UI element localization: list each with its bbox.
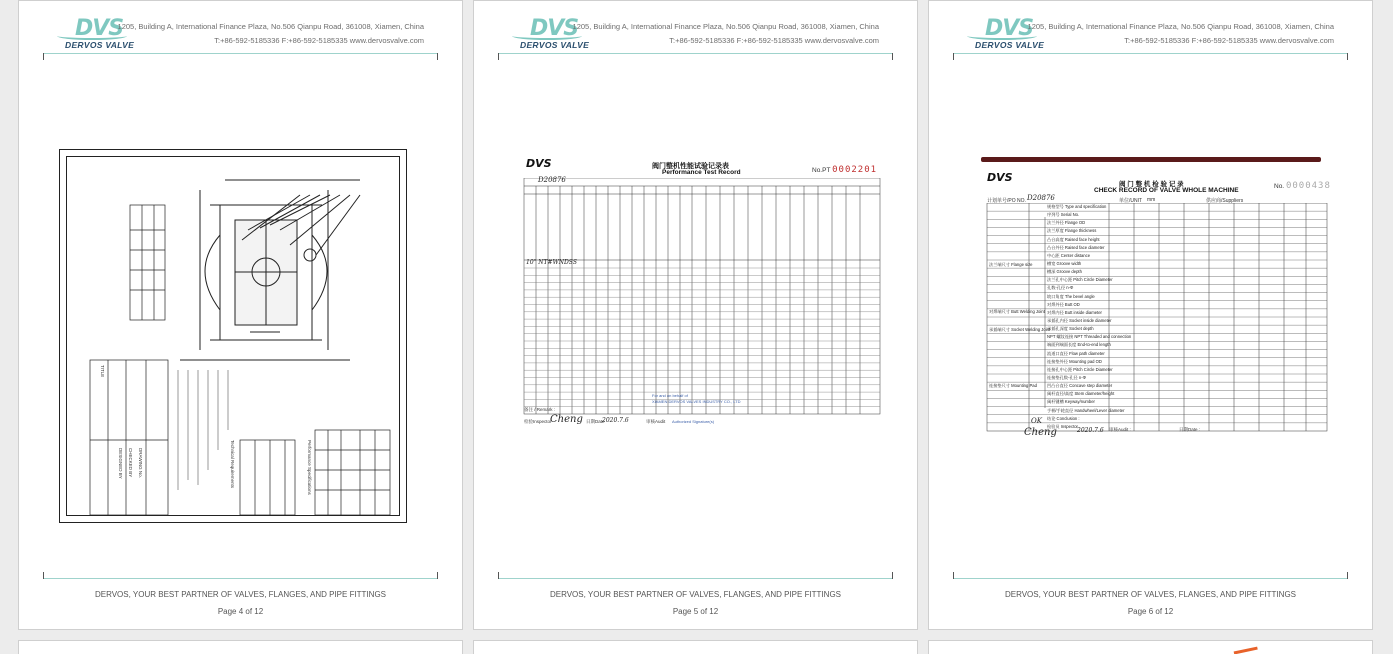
pdf-page-5: [473, 0, 918, 630]
company-address: 1205, Building A, International Finance Plaza, No.506 Qianpu Road, 361008, Xiamen, China: [117, 22, 424, 31]
inspector-label: 检验Inspector: [524, 419, 552, 424]
orange-mark: [1234, 647, 1259, 654]
logo-text: DERVOS VALVE: [65, 40, 135, 50]
pdf-page-9-preview: [928, 640, 1373, 654]
check-row-label: 对焊内径 Butt inside diameter: [1047, 309, 1102, 315]
side-butt-label: 对焊端尺寸 Butt Welding Joint: [989, 309, 1045, 314]
logo-mark: DVS: [530, 16, 579, 41]
logo-mark: DVS: [985, 16, 1034, 41]
footer-slogan: DERVOS, YOUR BEST PARTNER OF VALVES, FLANGES, AND PIPE FITTINGS: [1004, 590, 1297, 599]
check-grid: [969, 203, 1334, 443]
record-number-value: 0002201: [832, 165, 878, 175]
record-number-label: No.PT: [812, 167, 831, 174]
check-row-label: 流道口直径 Flow path diameter: [1047, 350, 1105, 356]
check-row-label: 承插孔内径 Socket inside diameter: [1047, 318, 1112, 323]
footer-rule: [498, 578, 893, 579]
check-row-label: 法兰厚度 Flange thickness: [1047, 228, 1097, 234]
side-pad-label: 连接垫尺寸 Mounting Pad: [989, 383, 1037, 388]
inspection-date: 2020.7.6: [1077, 427, 1104, 434]
checked-label: CHECKED BY: [128, 448, 133, 478]
record-title-cn: 阀门整机性能试验记录表: [652, 163, 729, 170]
audit-label: 审核Audit :: [1109, 427, 1131, 432]
check-row-label: 承插孔深度 Socket depth: [1047, 326, 1094, 332]
company-address: 1205, Building A, International Finance Plaza, No.506 Qianpu Road, 361008, Xiamen, China: [1027, 22, 1334, 31]
stamp-line-2: XIAMEN DERVOS VALVES INDUSTRY CO., LTD: [652, 399, 741, 404]
record-grid: [522, 178, 882, 428]
check-row-label: 阀杆直径/高度 Stem diameter/height: [1047, 391, 1115, 397]
check-row-label: 凸台高度 Raised face height: [1047, 236, 1100, 242]
valve-drawing: [59, 149, 407, 523]
handwritten-size: 10" NT#WNDSS: [526, 259, 577, 266]
company-contact: T:+86-592-5185336 F:+86-592-5185335 www.dervosvalve.com: [1124, 36, 1334, 45]
check-row-label: 阀杆键槽 Keyway/number: [1047, 399, 1095, 405]
check-title-en: CHECK RECORD OF VALVE WHOLE MACHINE: [1094, 187, 1239, 194]
date2-label: 日期Date :: [1179, 427, 1201, 432]
check-row-label: 凸台外径 Raised face diameter: [1047, 244, 1105, 250]
footer-slogan: DERVOS, YOUR BEST PARTNER OF VALVES, FLANGES, AND PIPE FITTINGS: [94, 590, 387, 599]
audit-label: 审核Audit: [646, 419, 666, 424]
check-number-value: 0000438: [1285, 181, 1331, 191]
check-row-label: 中心距 Center distance: [1047, 252, 1091, 258]
check-row-label: 槽宽 Groove width: [1047, 261, 1082, 266]
check-row-label: 手柄/手轮直径 Handwheel/Lever diameter: [1047, 407, 1125, 413]
check-row-label: 规格型号 Type and specification: [1047, 204, 1107, 209]
header-rule: [498, 53, 893, 54]
stamp-line-1: For and on behalf of: [652, 393, 688, 398]
logo-mark: DVS: [75, 16, 124, 41]
record-logo: DVS: [987, 171, 1013, 184]
page-number: Page 6 of 12: [1127, 607, 1174, 616]
company-contact: T:+86-592-5185336 F:+86-592-5185335 www.dervosvalve.com: [669, 36, 879, 45]
logo-text: DERVOS VALVE: [975, 40, 1045, 50]
check-row-label: 坡口角度 The bevel angle: [1047, 293, 1095, 299]
remark-label: 备注 / Remark :: [524, 407, 556, 412]
inspector-signature: Cheng: [1024, 427, 1057, 438]
footer-rule: [43, 578, 438, 579]
company-address: 1205, Building A, International Finance Plaza, No.506 Qianpu Road, 361008, Xiamen, China: [572, 22, 879, 31]
check-row-label: 法兰外径 Flange OD: [1047, 220, 1086, 226]
record-title-en: Performance Test Record: [662, 169, 741, 176]
pdf-page-8-preview: [473, 640, 918, 654]
inspector-signature: Cheng: [550, 414, 583, 425]
check-row-label: 孔数-孔径 n-Φ: [1047, 285, 1074, 291]
unit-label: 单位/UNIT: [1119, 198, 1143, 204]
conclusion-value: OK: [1031, 417, 1042, 425]
logo-swoosh-icon: [57, 32, 127, 40]
pdf-page-6: [928, 0, 1373, 630]
stamp-line-3: Authorized Signature(s): [672, 419, 715, 424]
scan-edge: [981, 157, 1321, 162]
perf-spec-title: Performance Specifications: [307, 440, 312, 495]
check-row-label: NPT 螺纹连接 NPT Threaded and connection: [1047, 334, 1132, 340]
side-flange-label: 法兰端尺寸 Flange size: [989, 262, 1033, 267]
pdf-page-7-preview: [18, 640, 463, 654]
logo-text: DERVOS VALVE: [520, 40, 590, 50]
drawing-no-label: DRAWING No.: [138, 448, 143, 478]
supplier-label: 供应商/Suppliers: [1206, 198, 1244, 204]
check-row-label: 槽深 Groove depth: [1047, 269, 1082, 275]
company-contact: T:+86-592-5185336 F:+86-592-5185335 www.dervosvalve.com: [214, 36, 424, 45]
check-row-label: 法兰孔中心距 Pitch Circle Diameter: [1047, 277, 1113, 283]
po-label: 计划单号/PO NO.: [987, 198, 1026, 204]
side-socket-label: 承插端尺寸 Socket Welding Joint: [989, 327, 1051, 332]
check-row-label: 连接垫孔数-孔径 n-Φ: [1047, 375, 1086, 380]
pdf-page-4: [18, 0, 463, 630]
po-value: D20876: [1027, 194, 1055, 202]
page-number: Page 4 of 12: [217, 607, 264, 616]
performance-test-record: [522, 151, 882, 431]
check-number-label: No.: [1274, 183, 1285, 190]
tech-requirements-title: Technical Requirements: [230, 440, 235, 489]
check-number: [1274, 181, 1331, 191]
logo-swoosh-icon: [967, 32, 1037, 40]
page-number: Page 5 of 12: [672, 607, 719, 616]
header-rule: [953, 53, 1348, 54]
check-record: [969, 157, 1334, 442]
check-row-label: 序列号 Serial No.: [1047, 212, 1080, 218]
check-row-label: 端面到端面长度 End-to-end length: [1047, 342, 1111, 348]
title-label: TITLE: [100, 365, 105, 378]
designed-label: DESIGNED BY: [118, 448, 123, 479]
footer-rule: [953, 578, 1348, 579]
check-row-label: 连接孔中心距 Pitch Circle Diameter: [1047, 366, 1113, 372]
handwritten-po: D20876: [538, 176, 566, 184]
check-row-label: 对焊外径 Butt OD: [1047, 301, 1080, 307]
date-label: 日期Date: [586, 419, 605, 424]
unit-value: mm: [1147, 197, 1156, 203]
header-rule: [43, 53, 438, 54]
check-row-label: 结论 Conclusion :: [1047, 415, 1080, 421]
inspection-date: 2020.7.6: [602, 417, 629, 424]
record-logo: DVS: [526, 157, 552, 170]
logo-swoosh-icon: [512, 32, 582, 40]
check-title-cn: 阀 门 整 机 检 验 记 录: [1119, 181, 1184, 188]
check-row-label: 检验员 Inspector: [1047, 423, 1078, 429]
footer-slogan: DERVOS, YOUR BEST PARTNER OF VALVES, FLANGES, AND PIPE FITTINGS: [549, 590, 842, 599]
record-number: [812, 165, 877, 175]
check-row-label: 连接垫外径 Mounting pad OD: [1047, 358, 1102, 364]
check-row-label: 凹凸台直径 Concave step diameter: [1047, 383, 1113, 389]
